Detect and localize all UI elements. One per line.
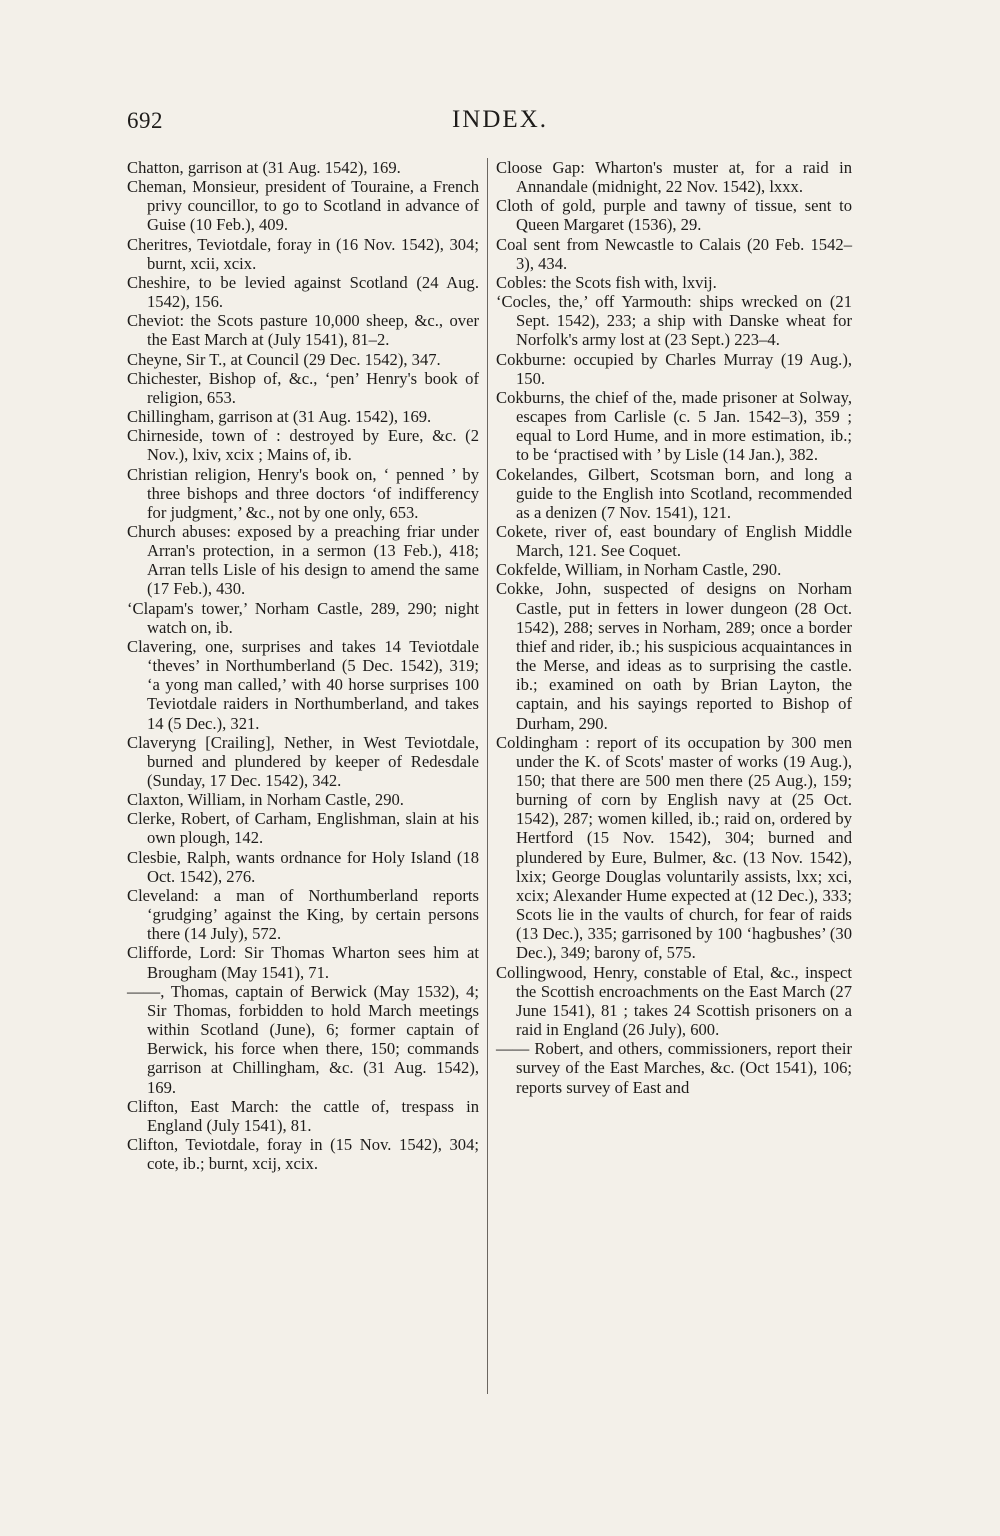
index-entry: Clifton, Teviotdale, foray in (15 Nov. 1542), 304; cote, ib.; burnt, xcij, xcix. [127,1134,479,1174]
index-entry: Clifton, East March: the cattle of, trespass in England (July 1541), 81. [127,1096,479,1135]
index-entry: Clifforde, Lord: Sir Thomas Wharton sees him at Brougham (May 1541), 71. [127,943,479,982]
index-entry: Cheshire, to be levied against Scotland (24 Aug. 1542), 156. [127,272,479,312]
index-entry: Cheritres, Teviotdale, foray in (16 Nov. 1542), 304; burnt, xcii, xcix. [127,234,479,273]
index-entry: ——, Thomas, captain of Berwick (May 1532), 4; Sir Thomas, forbidden to hold March meetings within Scotland (June), 6; former captain of Berwick, his force when there, 150; commands garrison at Chillingham, &c. (31 Aug. 1542), 169. [127,981,479,1097]
index-entry: —— Robert, and others, commissioners, report their survey of the East Marches, &c. (Oct 1541), 106; reports survey of East and [496,1039,852,1097]
index-entry: Clesbie, Ralph, wants ordnance for Holy Island (18 Oct. 1542), 276. [127,847,479,886]
index-entry: Claveryng [Crailing], Nether, in West Teviotdale, burned and plundered by keeper of Redesdale (Sunday, 17 Dec. 1542), 342. [127,732,479,790]
index-entry: Chichester, Bishop of, &c., ‘pen’ Henry's book of religion, 653. [127,368,479,407]
index-entry: Cleveland: a man of Northumberland reports ‘grudging’ against the King, by certain persons there (14 July), 572. [127,885,479,944]
index-entry: Cokelandes, Gilbert, Scotsman born, and long a guide to the English into Scotland, recommended as a denizen (7 Nov. 1541), 121. [496,464,852,522]
index-entry: Coal sent from Newcastle to Calais (20 Feb. 1542–3), 434. [496,234,852,273]
index-entry: Chatton, garrison at (31 Aug. 1542), 169. [127,158,401,177]
index-entry: ‘Cocles, the,’ off Yarmouth: ships wrecked on (21 Sept. 1542), 233; a ship with Danske wheat for Norfolk's army lost at (23 Sept.) 223–4. [496,292,852,350]
index-entry: Cloth of gold, purple and tawny of tissue, sent to Queen Margaret (1536), 29. [496,196,852,235]
index-entry: Collingwood, Henry, constable of Etal, &c., inspect the Scottish encroachments on the East March (27 June 1541), 81 ; takes 24 Scottish prisoners on a raid in England (26 July), 600. [496,962,852,1040]
index-entry: Chirneside, town of : destroyed by Eure, &c. (2 Nov.), lxiv, xcix ; Mains of, ib. [127,426,479,465]
page-number: 692 [127,108,163,133]
column-divider [487,158,488,1394]
index-entry: Cokfelde, William, in Norham Castle, 290. [496,560,782,580]
left-column [127,158,479,1173]
index-entry: Claxton, William, in Norham Castle, 290. [127,790,404,810]
index-entry: Cokburns, the chief of the, made prisoner at Solway, escapes from Carlisle (c. 5 Jan. 1542–3), 359 ; equal to Lord Hume, and in more estimation, ib.; to be ‘practised with ’ by Lisle (14 Jan.), 382. [496,387,852,465]
index-entry: Christian religion, Henry's book on, ‘ penned ’ by three bishops and three doctors ‘of indifferency for judgment,’ &c., not by one only, 653. [127,464,479,522]
right-column [496,158,852,1097]
index-entry: Church abuses: exposed by a preaching friar under Arran's protection, in a sermon (13 Feb.), 418; Arran tells Lisle of his design to amend the same (17 Feb.), 430. [127,521,479,599]
index-entry: Cokke, John, suspected of designs on Norham Castle, put in fetters in lower dungeon (28 Oct. 1542), 288; serves in Norham, 289; once a border thief and rider, ib.; his suspicious acquaintances in the Merse, and ideas as to surprising the castle. ib.; examined on oath by Brian Layton, the captain, and his sayings reported to Bishop of Durham, 290. [496,579,852,733]
index-entry: Chillingham, garrison at (31 Aug. 1542), 169. [127,407,432,427]
index-entry: Cheyne, Sir T., at Council (29 Dec. 1542), 347. [127,349,441,369]
index-entry: Cokete, river of, east boundary of English Middle March, 121. See Coquet. [496,521,852,561]
index-entry: Clerke, Robert, of Carham, Englishman, slain at his own plough, 142. [127,809,479,848]
index-entry: Cheviot: the Scots pasture 10,000 sheep, &c., over the East March at (July 1541), 81–2. [127,311,479,350]
index-entry: Coldingham : report of its occupation by 300 men under the K. of Scots' master of works (19 Aug.), 150; that there are 500 men there (25 Aug.), 159; burning of corn by English navy at (25 Oct. 1542), 287; women killed, ib.; raid on, ordered by Hertford (15 Nov. 1542), 304; burned and plundered by Eure, Bulmer, &c. (13 Nov. 1542), lxix; George Douglas voluntarily assists, lxx; xci, xcix; Alexander Hume expected at (12 Dec.), 333; Scots lie in the vaults of church, for fear of raids (13 Dec.), 335; garrisoned by 100 ‘hagbushes’ (30 Dec.), 349; barony of, 575. [496,732,852,963]
index-entry: ‘Clapam's tower,’ Norham Castle, 289, 290; night watch on, ib. [127,598,479,637]
index-entry: Cheman, Monsieur, president of Touraine, a French privy councillor, to go to Scotland in advance of Guise (10 Feb.), 409. [127,177,479,235]
running-head: INDEX. [451,106,548,133]
index-entry: Cobles: the Scots fish with, lxvij. [496,272,717,292]
index-entry: Cloose Gap: Wharton's muster at, for a raid in Annandale (midnight, 22 Nov. 1542), lxxx. [496,158,852,197]
index-entry: Cokburne: occupied by Charles Murray (19 Aug.), 150. [496,349,852,388]
index-entry: Clavering, one, surprises and takes 14 Teviotdale ‘theves’ in Northumberland (5 Dec. 1542), 319; ‘a yong man called,’ with 40 horse surprises 100 Teviotdale raiders in Northumberland, and takes 14 (5 Dec.), 321. [127,636,479,733]
